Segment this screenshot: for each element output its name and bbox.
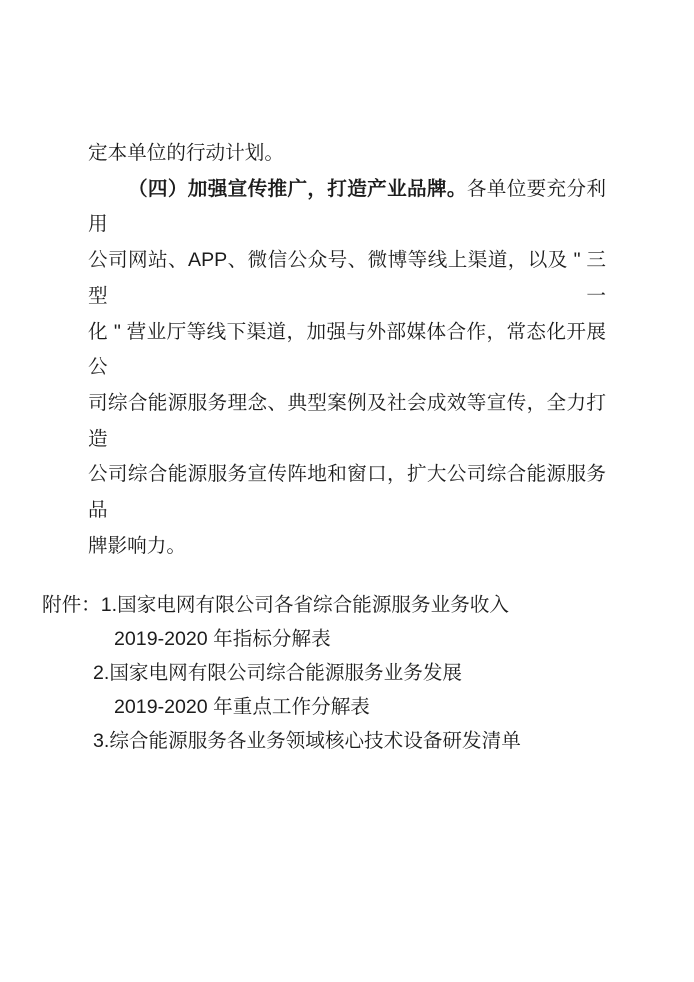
attachment-line: 2019-2020 年指标分解表 bbox=[114, 628, 331, 651]
text-run: 化 " 营业厅等线下渠道，加强与外部媒体合作，常态化开展公 bbox=[88, 320, 606, 379]
text-line bbox=[88, 529, 606, 565]
text-run: 定本单位的行动计划。 bbox=[88, 142, 284, 164]
attachment-list bbox=[0, 588, 694, 758]
text-line bbox=[88, 136, 606, 172]
attachment-line: 2019-2020 年重点工作分解表 bbox=[114, 696, 370, 719]
attachment-line: 3.综合能源服务各业务领域核心技术设备研发清单 bbox=[93, 730, 521, 753]
attachment-line: 附件：1.国家电网有限公司各省综合能源服务业务收入 bbox=[42, 594, 509, 617]
text-run: 公司综合能源服务宣传阵地和窗口，扩大公司综合能源服务品 bbox=[88, 463, 606, 522]
attachment-line: 2.国家电网有限公司综合能源服务业务发展 bbox=[93, 662, 463, 685]
text-run: 司综合能源服务理念、典型案例及社会成效等宣传，全力打造 bbox=[88, 391, 606, 450]
text-line bbox=[88, 457, 606, 528]
text-line bbox=[88, 243, 606, 314]
text-line bbox=[88, 386, 606, 457]
text-run: 牌影响力。 bbox=[88, 534, 186, 557]
text-run: 公司网站、APP、微信公众号、微博等线上渠道，以及 " 三型一 bbox=[88, 249, 606, 307]
bold-text-run: （四）加强宣传推广，打造产业品牌。 bbox=[128, 177, 467, 200]
text-line bbox=[88, 315, 606, 386]
text-run: 各单位要充分利用 bbox=[88, 177, 607, 236]
text-line bbox=[88, 172, 606, 243]
